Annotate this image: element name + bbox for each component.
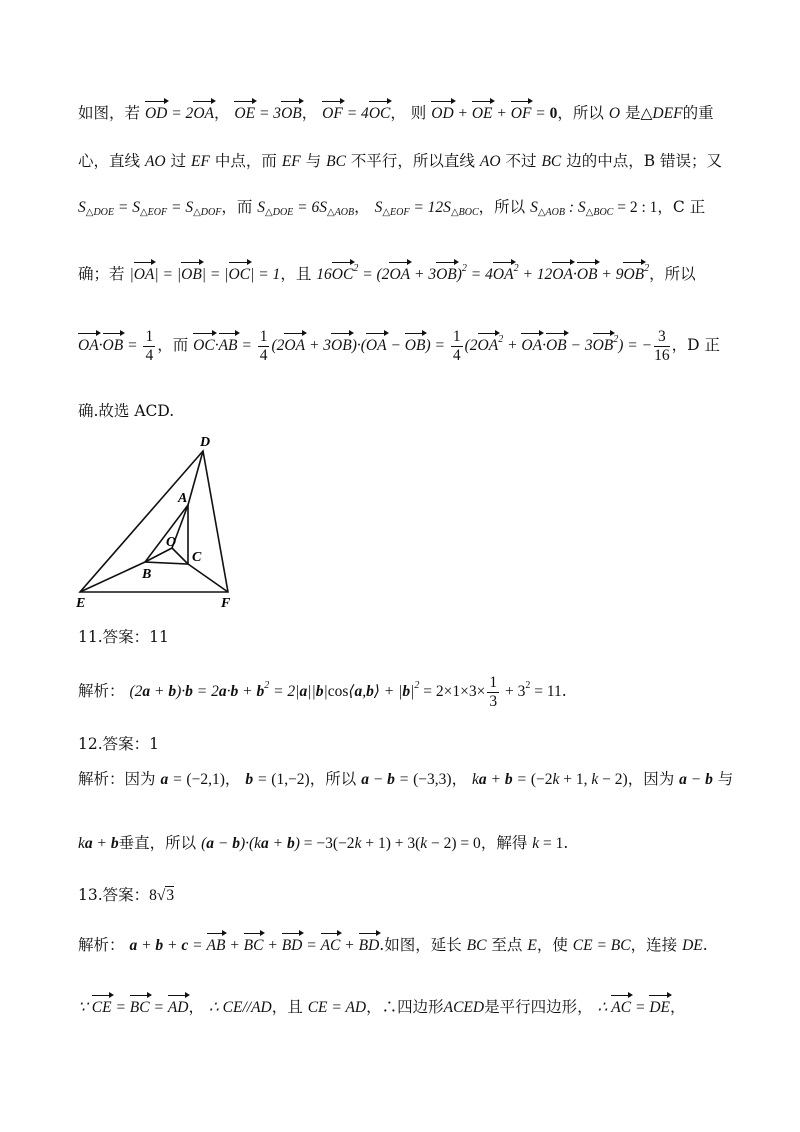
triangle-figure xyxy=(70,430,250,610)
text-segment: 是 xyxy=(624,104,641,122)
math-bc: BC xyxy=(326,153,346,170)
answer-12 xyxy=(78,737,159,753)
math-bc: BC xyxy=(541,153,562,170)
text-segment: ，且 xyxy=(280,265,312,283)
vector-eq-ce-bc-ad: ∵ CE = BC = AD xyxy=(78,999,189,1016)
math-ao: AO xyxy=(479,153,501,170)
text-segment: 不平行，所以直线 xyxy=(350,152,475,170)
label-c: C xyxy=(192,550,202,565)
eq-ce-bc: CE = BC xyxy=(572,937,631,954)
dot-oc-ab: OC·AB = $\frac{1}{4}$ (2OA + 3OB)·(OA − OB) = $\frac{1}{4}$ $(2OA^2 + OA\cdot OB - 3OB^2)$ = − $\frac{3}{16}$ xyxy=(193,328,670,364)
label-e: E xyxy=(76,596,86,610)
area-equality: $S_{\triangle DOE} = S_{\triangle EOF} = S_{\triangle DOF}$ xyxy=(78,199,222,218)
label-f: F xyxy=(221,596,231,610)
text-segment: ，D 正 xyxy=(671,335,720,354)
text-segment: 中点，而 xyxy=(214,152,277,170)
text-segment: ，∴四边形 xyxy=(366,998,444,1016)
label-o: O xyxy=(166,535,177,550)
area-eof: $S_{\triangle EOF} = 12S_{\triangle BOC}$ xyxy=(374,199,479,218)
text-segment: ，连接 xyxy=(630,936,678,954)
text-segment: 解析：因为 xyxy=(78,770,156,788)
text-segment: ，所以 xyxy=(557,104,604,122)
square-expansion: $16OC^2 = (2OA + 3OB)^2 = 4OA^2 + 12OA\cdot OB + 9OB^2$ xyxy=(316,263,650,283)
math-O: O xyxy=(608,105,621,122)
text-segment: 解析： xyxy=(78,936,125,954)
vector-eq-ac-de: ∴ AC = DE xyxy=(597,999,670,1016)
text-segment: ，而 xyxy=(157,335,189,354)
math-ef: EF xyxy=(191,153,210,170)
text-segment: 确；若 xyxy=(78,265,125,283)
text-segment: ，使 xyxy=(536,936,568,954)
triangle-def: △DEF xyxy=(640,105,683,122)
math-bc: BC xyxy=(466,937,487,954)
text-segment: ，因为 xyxy=(627,770,675,788)
math-ao: AO xyxy=(144,153,166,170)
solution-line-3: $S_{\triangle DOE} = S_{\triangle EOF} = S_{\triangle DOF}$，而 $S_{\triangle DOE} = 6S_{\triangle AOB}$， $S_{\triangle EOF} = 12S_{\triangle BOC}$，所以 $S_{\triangle AOB}$ : $S_{\triangle BOC} = 2$ : 1，C 正 xyxy=(78,198,706,218)
answer-8-root-3: 8√3 xyxy=(149,887,175,904)
vector-a: a = (−2,1) xyxy=(160,771,225,788)
vector-ka-plus-b: ka + b xyxy=(78,835,119,852)
text-segment: 过 xyxy=(170,152,187,170)
text-segment: 与 xyxy=(717,770,734,788)
explanation-12-line-1: 解析：因为 a = (−2,1)， b = (1,−2)，所以 a − b = (−3,3)， ka + b = (−2k + 1, k − 2)，因为 a − b 与 xyxy=(78,770,734,788)
math-e: E xyxy=(527,937,537,954)
text-segment: 12.答案：1 xyxy=(78,735,160,753)
text-segment: ，解得 xyxy=(480,834,528,852)
answer-13 xyxy=(78,888,174,904)
vector-b: b = (1,−2) xyxy=(245,771,310,788)
vector-ka-plus-b: ka + b = (−2k + 1, k − 2) xyxy=(472,771,628,788)
vector-eq-od: OD = 2OA xyxy=(144,105,214,122)
eq-ce-ad: CE = AD xyxy=(307,999,367,1016)
text-segment: 边的中点，B 错误；又 xyxy=(566,152,723,170)
text-segment: 与 xyxy=(305,152,322,170)
dot-oa-ob: OA·OB = $\frac{1}{4}$ xyxy=(78,328,154,364)
formula-11: $(2a + b)\cdot b = 2a\cdot b + b^2$ = 2|a||b|cos⟨a,b⟩ + $|b|^2 = 2\times 1\times 3\times$ $\frac{1}{3}$ + $3^2 = 11$ xyxy=(129,674,562,710)
parallel-ce-ad: ∴ CE//AD xyxy=(208,999,272,1016)
quad-aced: ACED xyxy=(443,999,485,1016)
explanation-13-line-2: ∵ CE = BC = AD， ∴ CE//AD，且 CE = AD，∴四边形ACED是平行四边形， ∴ AC = DE， xyxy=(78,998,686,1016)
explanation-12-line-2: ka + b垂直，所以 (a − b)·(ka + b) = −3(−2k + 1) + 3(k − 2) = 0，解得 k = 1. xyxy=(78,834,569,852)
math-de: DE xyxy=(682,937,703,954)
text-segment: .如图，延长 xyxy=(379,936,462,954)
text-segment: 如图，若 xyxy=(78,104,141,122)
solution-line-1: 如图，若 OD = 2OA， OE = 3OB， OF = 4OC， 则 OD + OE + OF = 0，所以 O 是△DEF的重 xyxy=(78,104,714,122)
label-a: A xyxy=(178,491,188,506)
explanation-13-line-1: 解析： a + b + c = AB + BC + BD = AC + BD.如图，延长 BC 至点 E，使 CE = BC，连接 DE. xyxy=(78,936,708,954)
vector-a-minus-b: a − b xyxy=(679,771,713,788)
vector-eq-oe: OE = 3OB xyxy=(234,105,302,122)
solution-line-5 xyxy=(78,328,720,365)
text-segment: ，所以 xyxy=(309,770,357,788)
area-ratio: $S_{\triangle AOB}$ : $S_{\triangle BOC} = 2$ : 1 xyxy=(530,199,658,218)
label-d: D xyxy=(200,435,211,450)
solution-line-4 xyxy=(78,264,696,283)
text-segment: 的重 xyxy=(682,104,714,122)
text-segment: 至点 xyxy=(491,936,523,954)
text-segment: ，所以 xyxy=(478,198,526,216)
answer-11 xyxy=(78,630,169,646)
perpendicular-equation: (a − b)·(ka + b) = −3(−2k + 1) + 3(k − 2) = 0 xyxy=(201,835,481,852)
text-segment: 不过 xyxy=(505,152,537,170)
text-segment: ，所以 xyxy=(649,265,696,283)
text-segment: 确.故选 ACD. xyxy=(78,402,175,420)
vector-sum-zero: OD + OE + OF = 0 xyxy=(431,105,558,122)
area-doe: $S_{\triangle DOE} = 6S_{\triangle AOB}$ xyxy=(257,199,355,218)
text-segment: 是平行四边形， xyxy=(484,998,593,1016)
vector-sum-abc: a + b + c = AB + BC + BD = AC + BD xyxy=(129,937,380,954)
solution-line-2 xyxy=(78,154,722,170)
text-segment: ，且 xyxy=(271,998,303,1016)
text-segment: ，而 xyxy=(221,198,253,216)
text-segment: ，C 正 xyxy=(657,198,706,216)
unit-magnitudes: |OA| = |OB| = |OC| = 1 xyxy=(129,266,281,283)
text-segment: 则 xyxy=(410,104,427,122)
vector-eq-of: OF = 4OC xyxy=(322,105,391,122)
explanation-11: 解析： $(2a + b)\cdot b = 2a\cdot b + b^2$ = 2|a||b|cos⟨a,b⟩ + $|b|^2 = 2\times 1\times 3\times$ $\frac{1}{3}$ + $3^2 = 11$. xyxy=(78,674,567,710)
text-segment: 垂直，所以 xyxy=(118,834,197,852)
vector-a-minus-b: a − b = (−3,3) xyxy=(361,771,452,788)
text-segment: 13.答案： xyxy=(78,886,150,904)
label-b: B xyxy=(142,567,152,582)
solution-line-6 xyxy=(78,404,174,420)
solution-k: k = 1 xyxy=(532,835,564,852)
text-segment: 11.答案：11 xyxy=(78,628,169,646)
math-ef: EF xyxy=(281,153,301,170)
text-segment: 心，直线 xyxy=(78,152,141,170)
text-segment: 解析： xyxy=(78,681,125,700)
